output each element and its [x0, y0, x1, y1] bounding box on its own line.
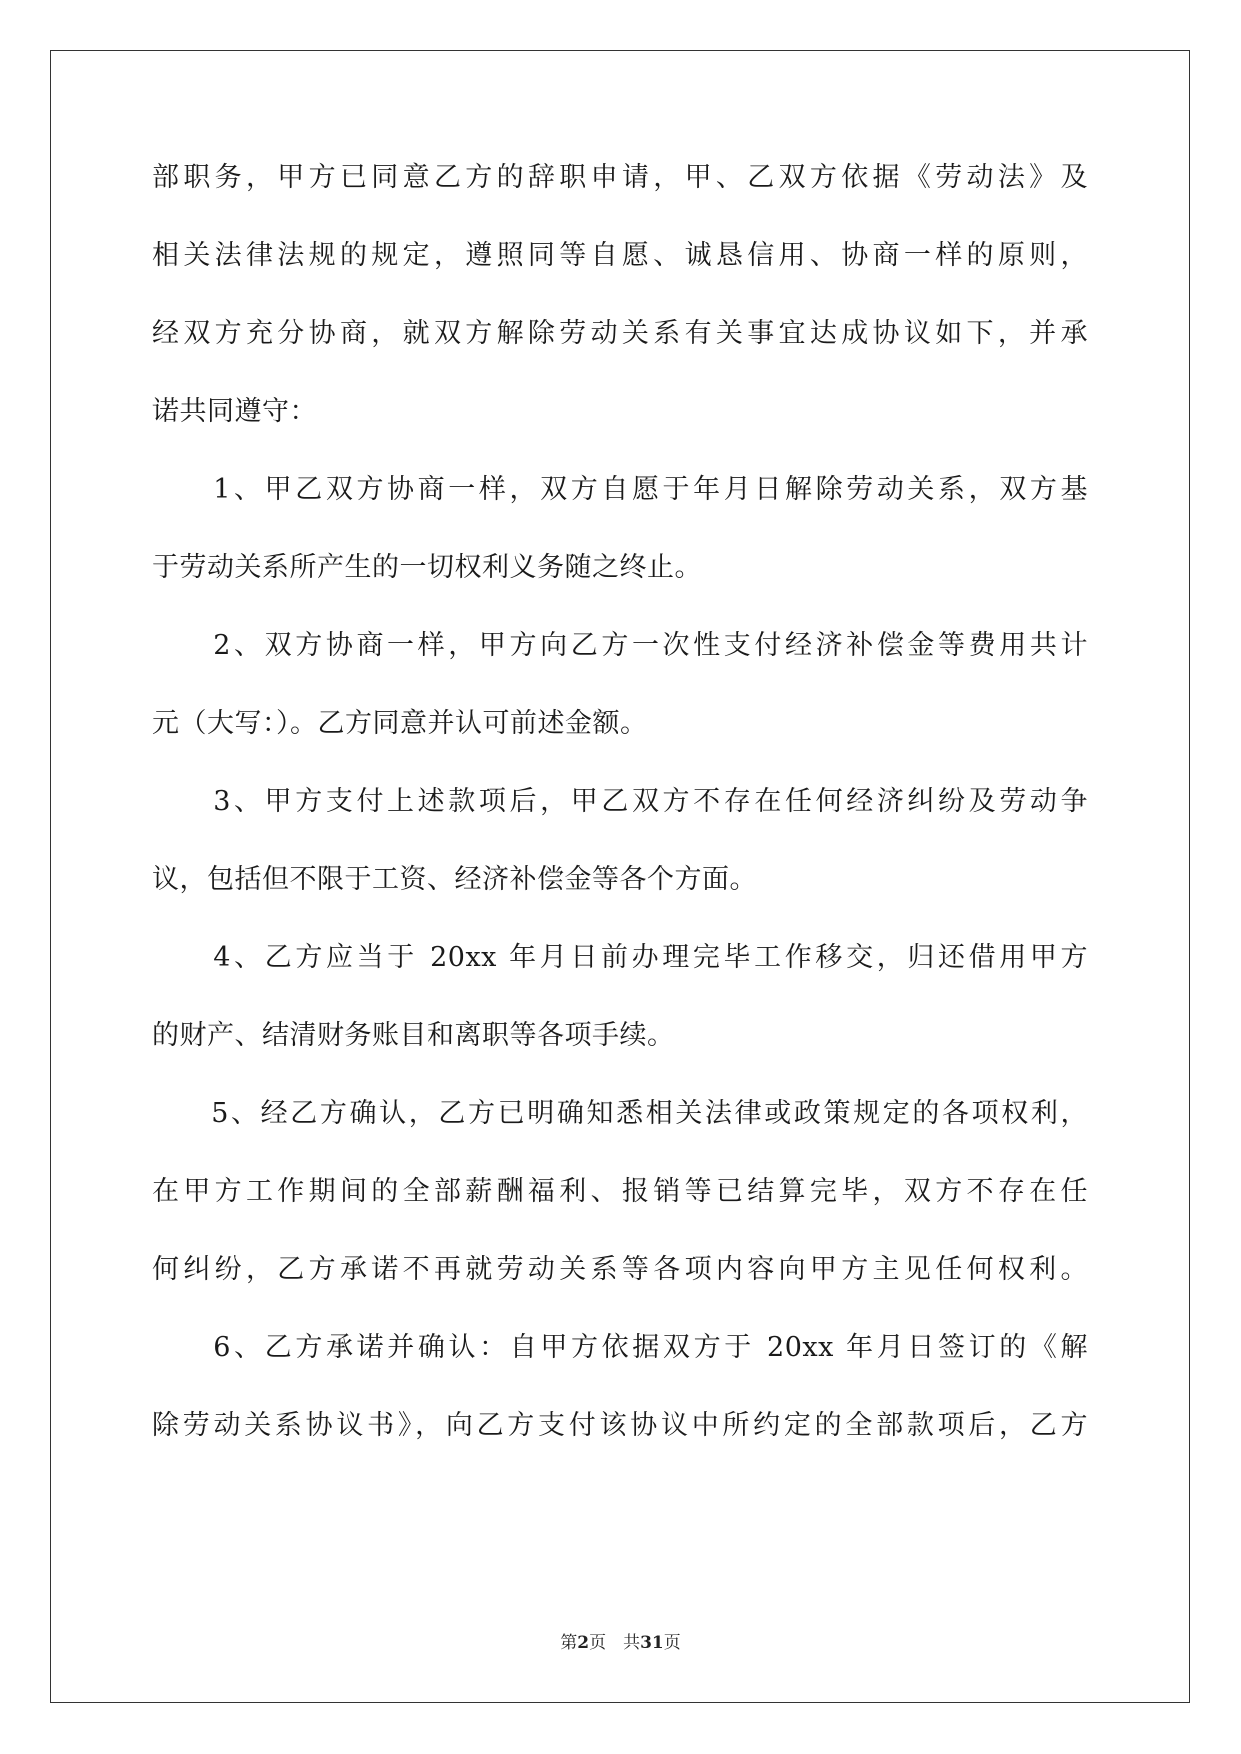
text-line: 6、乙方承诺并确认：自甲方依据双方于 20xx 年月日签订的《解 — [152, 1332, 1088, 1363]
text-line: 的财产、结清财务账目和离职等各项手续。 — [152, 1020, 675, 1051]
text-line: 议，包括但不限于工资、经济补偿金等各个方面。 — [152, 864, 757, 895]
text-line: 何纠纷，乙方承诺不再就劳动关系等各项内容向甲方主见任何权利。 — [152, 1254, 1088, 1285]
text-line: 除劳动关系协议书》，向乙方支付该协议中所约定的全部款项后，乙方 — [152, 1410, 1088, 1441]
text-line: 3、甲方支付上述款项后，甲乙双方不存在任何经济纠纷及劳动争 — [152, 786, 1088, 817]
text-line: 经双方充分协商，就双方解除劳动关系有关事宜达成协议如下，并承 — [152, 318, 1088, 349]
page-footer — [0, 1628, 1241, 1653]
text-line: 诺共同遵守： — [152, 396, 317, 427]
text-line: 1、甲乙双方协商一样，双方自愿于年月日解除劳动关系，双方基 — [152, 474, 1088, 505]
text-line: 于劳动关系所产生的一切权利义务随之终止。 — [152, 552, 702, 583]
text-line: 元（大写：）。乙方同意并认可前述金额。 — [152, 708, 648, 739]
footer-page-number: 2 — [577, 1633, 590, 1653]
text-line: 2、双方协商一样，甲方向乙方一次性支付经济补偿金等费用共计 — [152, 630, 1088, 661]
text-line: 4、乙方应当于 20xx 年月日前办理完毕工作移交，归还借用甲方 — [152, 942, 1088, 973]
document-body — [152, 163, 1088, 1489]
text-line: 在甲方工作期间的全部薪酬福利、报销等已结算完毕，双方不存在任 — [152, 1176, 1088, 1207]
footer-total-suffix: 页 — [663, 1633, 681, 1653]
footer-prefix: 第 — [560, 1633, 578, 1653]
text-line: 相关法律法规的规定，遵照同等自愿、诚恳信用、协商一样的原则， — [152, 240, 1088, 271]
footer-total-pages: 31 — [640, 1633, 664, 1653]
text-line: 部职务，甲方已同意乙方的辞职申请，甲、乙双方依据《劳动法》及 — [152, 162, 1088, 193]
text-line: 5、经乙方确认，乙方已明确知悉相关法律或政策规定的各项权利， — [152, 1098, 1088, 1129]
footer-page-suffix: 页 共 — [589, 1633, 641, 1653]
